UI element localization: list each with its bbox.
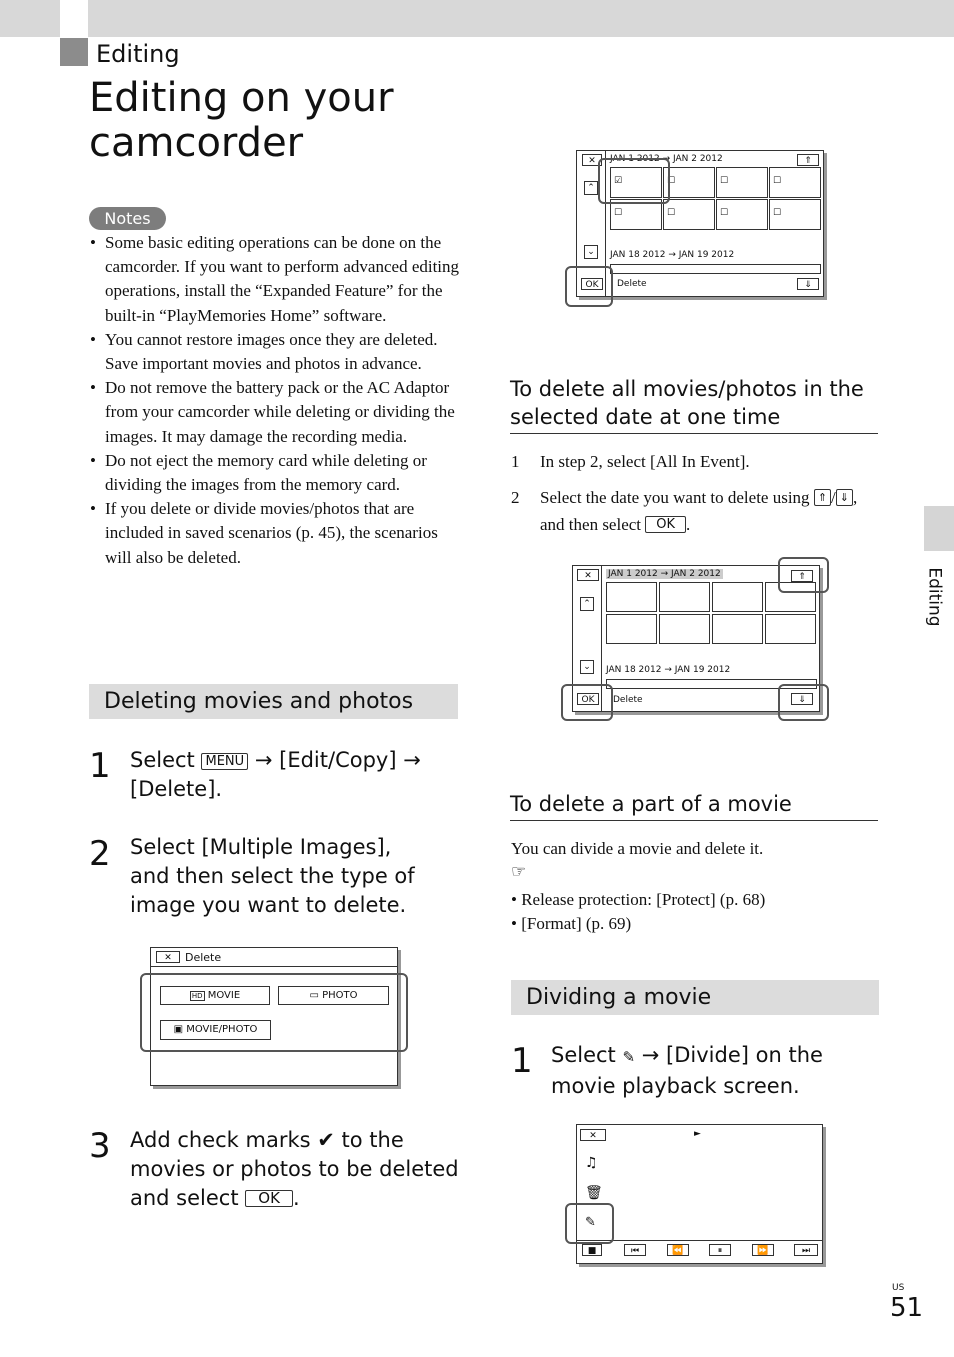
stop-button[interactable]: ■ [582, 1244, 602, 1256]
list-item: • Release protection: [Protect] (p. 68) [511, 890, 766, 909]
arrow-icon: → [403, 748, 421, 772]
note-item: • If you delete or divide movies/photos that are included in saved scenarios (p. 45), the scenarios will also be deleted. [90, 499, 438, 567]
reference-icon: ☞ [511, 862, 527, 881]
date-down-icon[interactable]: ⇓ [836, 489, 853, 506]
delete-part-text: You can divide a movie and delete it. [511, 839, 764, 858]
step-number: 2 [89, 834, 111, 874]
screen-title: Delete [185, 951, 222, 964]
checkbox-icon: ☐ [720, 208, 729, 218]
top-bar [0, 0, 954, 37]
thumbnail[interactable] [769, 167, 821, 198]
play-indicator-icon: ► [694, 1129, 701, 1139]
ok-button[interactable]: OK [581, 278, 603, 290]
arrow-icon: → [641, 1043, 660, 1067]
checkbox-icon: ☐ [667, 176, 676, 186]
step1-text: Select MENU → [Edit/Copy] → [Delete]. [130, 748, 421, 801]
delete-all-step1: In step 2, select [All In Event]. [540, 452, 750, 471]
volume-icon[interactable]: ♫ [585, 1155, 598, 1171]
edit-icon[interactable]: ✎ [622, 1048, 636, 1066]
fast-forward-button[interactable]: ⏩ [752, 1244, 774, 1256]
page-up-button[interactable]: ⇑ [797, 154, 819, 166]
step-number: 1 [511, 452, 520, 471]
step-number: 2 [511, 488, 520, 507]
highlight-frame [565, 1203, 614, 1244]
date-range-bottom: JAN 18 2012 → JAN 19 2012 [606, 665, 731, 675]
photo-icon: ▭ [309, 990, 319, 1001]
close-button[interactable]: ✕ [577, 569, 599, 581]
delete-label: Delete [617, 279, 647, 289]
scroll-down-button[interactable]: ⌄ [580, 660, 594, 674]
list-item: • [Format] (p. 69) [511, 914, 632, 933]
close-button[interactable]: ✕ [580, 1129, 606, 1141]
highlight-frame [598, 158, 670, 204]
close-button[interactable]: ✕ [582, 154, 602, 166]
dividing-step1: Select ✎ → [Divide] on the movie playback screen. [551, 1043, 823, 1098]
thumbnail[interactable] [716, 167, 768, 198]
hd-movie-icon: HD [191, 992, 203, 1000]
thumbnail[interactable] [663, 199, 715, 230]
pause-button[interactable]: ⏸ [709, 1244, 731, 1256]
step2-text: Select [Multiple Images], and then select the type of image you want to delete. [130, 835, 415, 917]
delete-label: Delete [613, 695, 643, 705]
close-button[interactable]: ✕ [156, 951, 180, 963]
region-code: US [892, 1283, 905, 1293]
checkbox-icon: ☐ [614, 208, 623, 218]
thumbnail[interactable] [606, 582, 657, 612]
highlight-frame [140, 973, 408, 1052]
thumbnail[interactable] [769, 199, 821, 230]
date-range-top: JAN 1 2012 → JAN 2 2012 [608, 569, 721, 579]
side-tab [924, 506, 954, 551]
checkbox-icon: ☐ [720, 176, 729, 186]
step-number: 1 [511, 1041, 533, 1081]
checkbox-icon: ☐ [773, 208, 782, 218]
ok-button[interactable]: OK [245, 1190, 293, 1207]
thumbnail[interactable] [716, 199, 768, 230]
edit-icon[interactable]: ✎ [585, 1215, 596, 1230]
movie-photo-icon: ▣ [173, 1024, 184, 1035]
section-label: Editing [96, 40, 180, 68]
step-number: 3 [89, 1126, 111, 1166]
date-up-icon[interactable]: ⇑ [814, 489, 831, 506]
previous-button[interactable]: ⏮ [624, 1244, 646, 1256]
delete-all-step2: Select the date you want to delete using ⇑ / ⇓ , and then select OK . [540, 488, 858, 534]
date-down-button[interactable]: ⇓ [791, 693, 813, 705]
dividing-heading: Dividing a movie [511, 980, 879, 1015]
movie-photo-button[interactable]: ▣ MOVIE/PHOTO [160, 1020, 271, 1040]
menu-button[interactable]: MENU [201, 753, 248, 770]
delete-part-heading: To delete a part of a movie [510, 790, 878, 821]
playback-screen [576, 1124, 823, 1264]
highlight-frame [778, 684, 829, 721]
note-item: • Some basic editing operations can be done on the camcorder. If you want to perform advanced editing operations, install the “Expanded Feature” for the built-in “PlayMemories Home” software. [90, 233, 460, 325]
side-label: Editing [924, 567, 945, 627]
ok-button[interactable]: OK [577, 693, 599, 705]
note-item: • Do not remove the battery pack or the AC Adaptor from your camcorder while deleting or dividing the images. It may damage the recording media. [90, 378, 455, 446]
thumbnail-row[interactable] [610, 264, 821, 274]
movie-button[interactable]: HD MOVIE [160, 986, 270, 1005]
thumbnail[interactable] [712, 582, 763, 612]
thumbnail[interactable] [659, 614, 710, 644]
trash-icon[interactable]: 🗑 [585, 1185, 603, 1201]
date-up-button[interactable]: ⇑ [791, 570, 813, 582]
next-button[interactable]: ⏭ [794, 1244, 818, 1256]
notes-list [89, 231, 461, 570]
thumbnail[interactable] [712, 614, 763, 644]
step-number: 1 [89, 746, 111, 786]
ok-button[interactable]: OK [645, 516, 686, 533]
date-range-top: JAN 1 2012 → JAN 2 2012 [610, 154, 723, 164]
scroll-up-button[interactable]: ⌃ [584, 181, 598, 195]
notes-badge: Notes [89, 207, 166, 230]
highlight-frame [565, 266, 613, 307]
highlight-frame [561, 684, 613, 721]
thumbnail[interactable] [659, 582, 710, 612]
page-title: Editing on your camcorder [89, 75, 394, 166]
thumbnail[interactable] [765, 614, 816, 644]
reference-list [511, 888, 765, 936]
delete-all-heading: To delete all movies/photos in the selected date at one time [510, 375, 878, 434]
thumbnail[interactable] [606, 614, 657, 644]
note-item: • You cannot restore images once they are deleted. Save important movies and photos in advance. [90, 329, 438, 374]
rewind-button[interactable]: ⏪ [667, 1244, 689, 1256]
checkbox-checked-icon: ☑ [614, 176, 623, 186]
highlight-frame [778, 557, 829, 593]
date-range-bottom: JAN 18 2012 → JAN 19 2012 [610, 250, 735, 260]
arrow-icon: → [254, 748, 273, 772]
photo-button[interactable]: ▭ PHOTO [278, 986, 389, 1005]
checkbox-icon: ☐ [667, 208, 676, 218]
section-marker [60, 38, 88, 66]
note-item: • Do not eject the memory card while deleting or dividing the images from the memory card. [90, 450, 427, 495]
check-icon: ✔ [317, 1128, 335, 1152]
top-bar-gap [60, 0, 88, 37]
scroll-up-button[interactable]: ⌃ [580, 597, 594, 611]
scroll-down-button[interactable]: ⌄ [584, 245, 598, 259]
checkbox-icon: ☐ [773, 176, 782, 186]
page-down-button[interactable]: ⇓ [797, 278, 819, 290]
deleting-heading: Deleting movies and photos [89, 684, 458, 719]
thumbnail[interactable] [663, 167, 715, 198]
page-number: 51 [890, 1293, 924, 1323]
step3-text: Add check marks ✔ to the movies or photos to be deleted and select OK . [130, 1128, 459, 1210]
